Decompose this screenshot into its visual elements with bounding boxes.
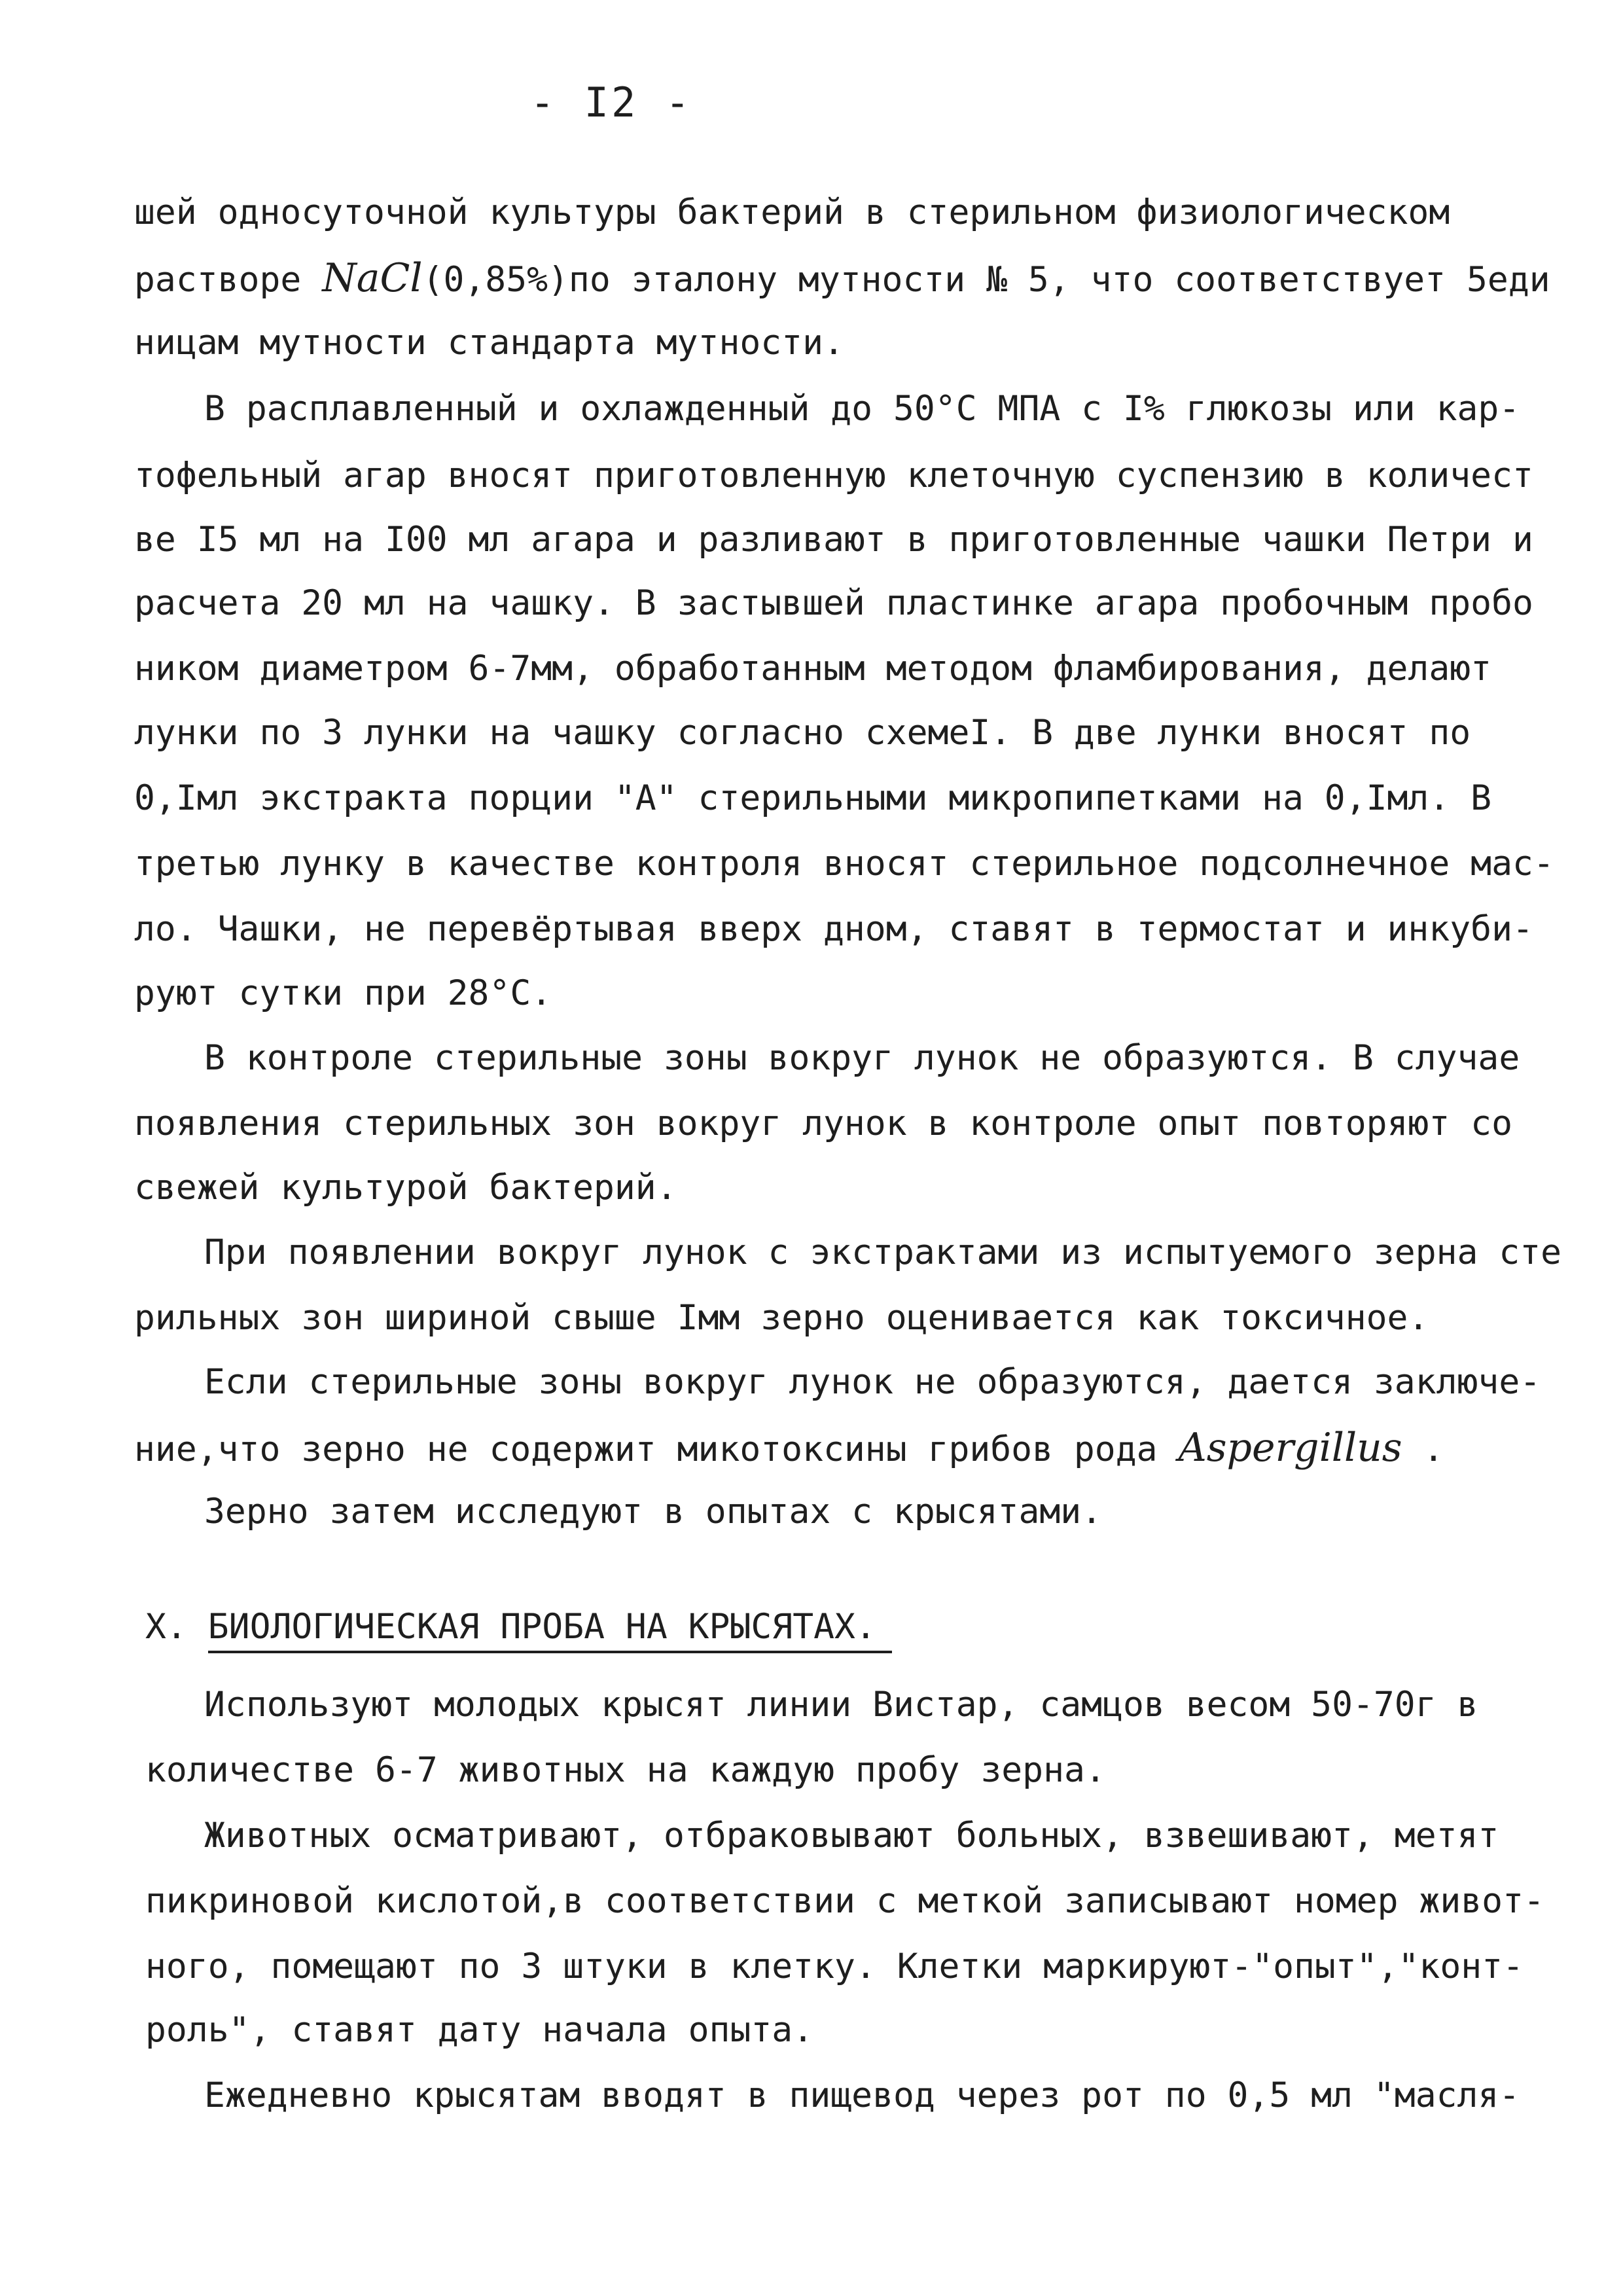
paragraph-4-line-2: рильных зон шириной свыше Iмм зерно оценивается как токсичное. — [134, 1298, 1429, 1338]
paragraph-9-line-1: Ежедневно крысятам вводят в пищевод через рот по 0,5 мл "масля- — [204, 2075, 1520, 2115]
paragraph-4-line-1: При появлении вокруг лунок с экстрактами из испытуемого зерна сте — [204, 1232, 1562, 1272]
paragraph-3-line-1: В контроле стерильные зоны вокруг лунок не образуются. В случае — [204, 1038, 1520, 1078]
aspergillus-handwritten: Aspergillus — [1178, 1425, 1402, 1471]
paragraph-5-line-2 — [134, 1425, 1444, 1471]
paragraph-7-line-2: количестве 6-7 животных на каждую пробу зерна. — [145, 1750, 1106, 1790]
paragraph-8-line-4: роль", ставят дату начала опыта. — [145, 2010, 814, 2050]
paragraph-5-line-2-text-b: . — [1402, 1429, 1444, 1469]
paragraph-5-line-1: Если стерильные зоны вокруг лунок не образуются, дается заключе- — [204, 1362, 1541, 1402]
paragraph-8-line-1: Животных осматривают, отбраковывают больных, взвешивают, метят — [204, 1816, 1499, 1856]
paragraph-2-line-4: расчета 20 мл на чашку. В застывшей пластинке агара пробочным пробо — [134, 583, 1533, 623]
paragraph-1-line-2-text-a: растворе — [134, 260, 323, 300]
paragraph-7-line-1: Используют молодых крысят линии Вистар, самцов весом 50-70г в — [204, 1685, 1478, 1725]
page-number: - I2 - — [530, 79, 692, 126]
paragraph-2-line-3: ве I5 мл на I00 мл агара и разливают в приготовленные чашки Петри и — [134, 520, 1533, 560]
paragraph-1-line-3: ницам мутности стандарта мутности. — [134, 323, 844, 363]
paragraph-3-line-2: появления стерильных зон вокруг лунок в контроле опыт повторяют со — [134, 1103, 1512, 1143]
paragraph-1-line-2-text-b: (0,85%)по эталону мутности № 5, что соответствует 5еди — [422, 260, 1550, 300]
paragraph-5-line-2-text-a: ние,что зерно не содержит микотоксины грибов рода — [134, 1429, 1179, 1469]
paragraph-6-line-1: Зерно затем исследуют в опытах с крысятами. — [204, 1492, 1103, 1532]
paragraph-8-line-3: ного, помещают по 3 штуки в клетку. Клетки маркируют-"опыт","конт- — [145, 1946, 1524, 1986]
paragraph-2-line-8: третью лунку в качестве контроля вносят стерильное подсолнечное мас- — [134, 844, 1554, 884]
section-number: X. — [145, 1607, 187, 1647]
paragraph-3-line-3: свежей культурой бактерий. — [134, 1168, 677, 1208]
paragraph-2-line-2: тофельный агар вносят приготовленную клеточную суспензию в количест — [134, 456, 1533, 495]
paragraph-2-line-10: руют сутки при 28°С. — [134, 973, 552, 1013]
paragraph-2-line-7: 0,Iмл экстракта порции "А" стерильными микропипетками на 0,Iмл. В — [134, 778, 1492, 818]
paragraph-2-line-6: лунки по 3 лунки на чашку согласно схемеI. В две лунки вносят по — [134, 713, 1471, 753]
section-title: БИОЛОГИЧЕСКАЯ ПРОБА НА КРЫСЯТАХ. — [208, 1607, 892, 1653]
paragraph-1-line-1: шей односуточной культуры бактерий в стерильном физиологическом — [134, 192, 1450, 232]
section-heading — [145, 1607, 892, 1647]
paragraph-2-line-5: ником диаметром 6-7мм, обработанным методом фламбирования, делают — [134, 649, 1492, 689]
paragraph-8-line-2: пикриновой кислотой,в соответствии с меткой записывают номер живот- — [145, 1881, 1544, 1921]
paragraph-2-line-1: В расплавленный и охлажденный до 50°С МПА с I% глюкозы или кар- — [204, 389, 1520, 429]
paragraph-2-line-9: ло. Чашки, не перевёртывая вверх дном, ставят в термостат и инкуби- — [134, 909, 1533, 949]
paragraph-1-line-2 — [134, 255, 1550, 301]
nacl-handwritten: NaCl — [322, 255, 423, 301]
